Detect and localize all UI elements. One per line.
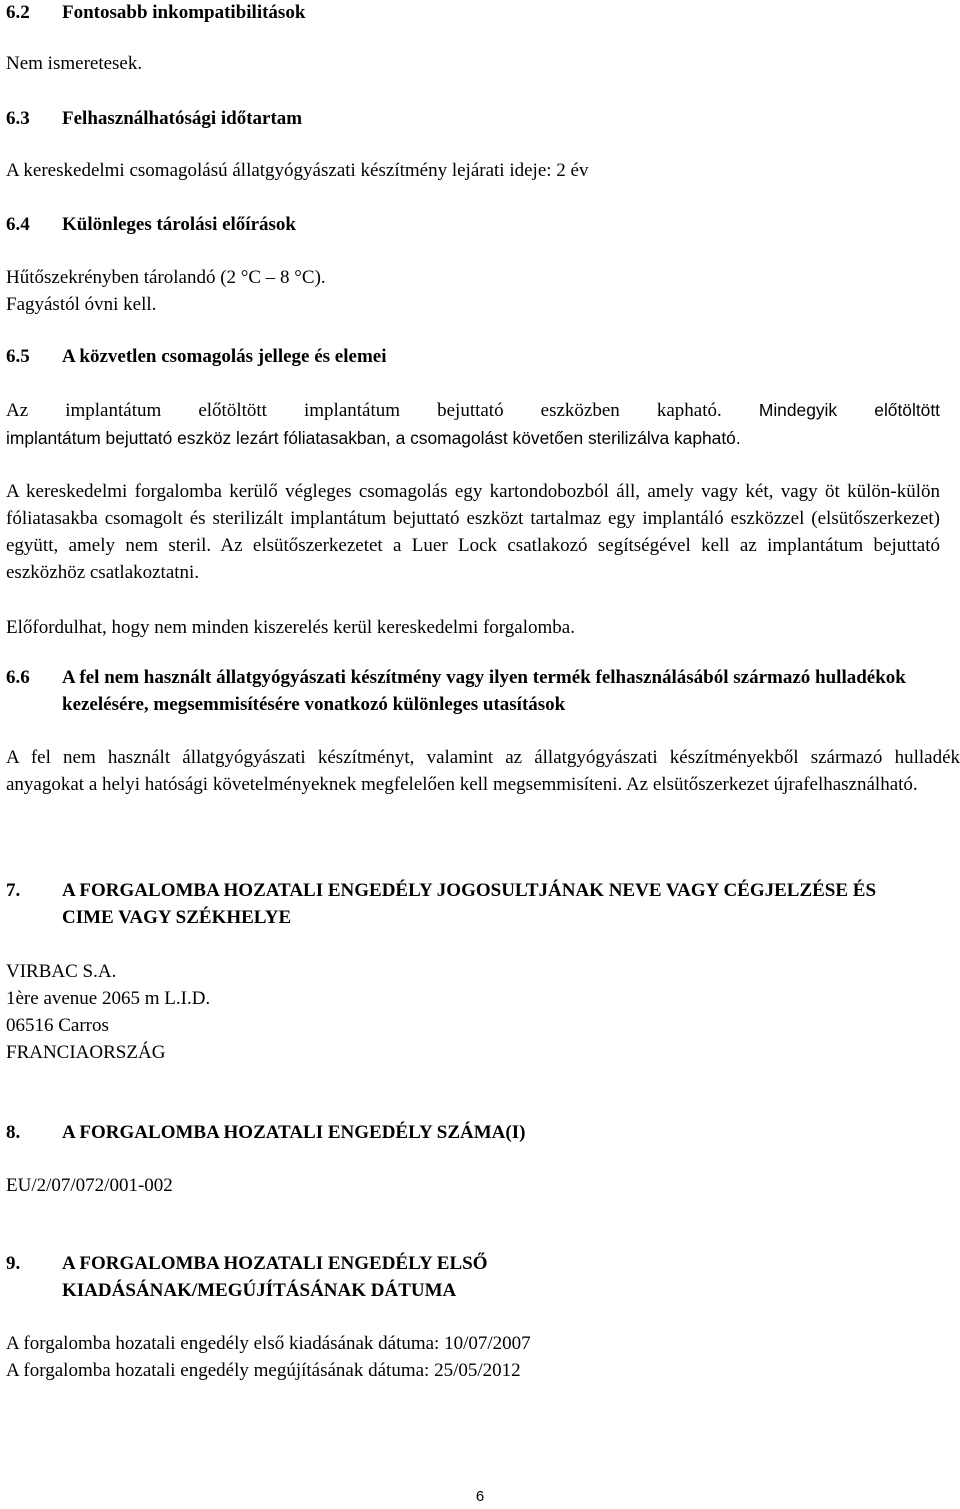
section-number: 6.4 [6, 214, 30, 235]
first-authorisation-date: A forgalomba hozatali engedély első kiadásának dátuma: 10/07/2007 [6, 1333, 531, 1354]
section-number: 6.5 [6, 346, 30, 367]
section-6-4-heading [6, 211, 940, 238]
packaging-paragraph-line-2: implantátum bejuttató eszköz lezárt fóliatasakban, a csomagolást követően sterilizálva kapható. [6, 428, 741, 448]
storage-line-2: Fagyástól óvni kell. [6, 294, 157, 315]
section-title: A FORGALOMBA HOZATALI ENGEDÉLY SZÁMA(I) [62, 1122, 526, 1143]
section-title: A fel nem használt állatgyógyászati készítmény vagy ilyen termék felhasználásából származó hulladékok kezelésére, megsemmisítésére vonatkozó különleges utasítások [62, 667, 906, 715]
packaging-line-1-b: Mindegyik előtöltött [758, 400, 941, 420]
section-6-3-body: A kereskedelmi csomagolású állatgyógyászati készítmény lejárati ideje: 2 év [6, 160, 589, 181]
holder-street: 1ère avenue 2065 m L.I.D. [6, 988, 211, 1009]
section-9-heading [6, 1250, 600, 1304]
holder-city: 06516 Carros [6, 1015, 109, 1036]
section-number: 8. [6, 1122, 21, 1143]
section-number: 6.6 [6, 667, 30, 688]
section-title: A FORGALOMBA HOZATALI ENGEDÉLY ELSŐ KIADÁSÁNAK/MEGÚJÍTÁSÁNAK DÁTUMA [62, 1253, 488, 1301]
section-title: Különleges tárolási előírások [62, 214, 296, 235]
section-number: 6.2 [6, 2, 30, 23]
section-7-heading [6, 877, 920, 931]
section-6-3-heading [6, 105, 940, 132]
packaging-paragraph-2: A kereskedelmi forgalomba kerülő végleges csomagolás egy kartondobozból áll, amely vagy két, vagy öt külön-külön fóliatasakba csomagolt és sterilizált implantátum bejuttató eszközt tartalmaz egy implantáló eszközzel (elsütőszerkezet) együtt, amely nem steril. Az elsütőszerkezetet a Luer Lock csatlakozó segítségével kell az implantátum bejuttató eszközhöz csatlakoztatni. [6, 481, 940, 583]
section-title: Fontosabb inkompatibilitások [62, 2, 306, 23]
holder-name: VIRBAC S.A. [6, 961, 117, 982]
section-number: 7. [6, 880, 21, 901]
section-6-6-body: A fel nem használt állatgyógyászati készítményt, valamint az állatgyógyászati készítményekből származó hulladék anyagokat a helyi hatósági követelményeknek megfelelően kell megsemmisíteni. Az elsütőszerkezet újrafelhasználható. [6, 747, 960, 795]
section-title: A FORGALOMBA HOZATALI ENGEDÉLY JOGOSULTJÁNAK NEVE VAGY CÉGJELZÉSE ÉS CIME VAGY SZÉKHELYE [62, 880, 877, 928]
section-6-6-heading [6, 664, 940, 718]
section-number: 9. [6, 1253, 21, 1274]
storage-line-1: Hűtőszekrényben tárolandó (2 °C – 8 °C). [6, 267, 326, 288]
section-title: A közvetlen csomagolás jellege és elemei [62, 346, 387, 367]
renewal-date: A forgalomba hozatali engedély megújításának dátuma: 25/05/2012 [6, 1360, 521, 1381]
packaging-line-1-a: Az implantátum előtöltött implantátum bejuttató eszközben kapható. [6, 400, 722, 421]
section-6-2-body: Nem ismeretesek. [6, 53, 143, 74]
authorisation-number: EU/2/07/072/001-002 [6, 1175, 173, 1196]
section-6-5-heading [6, 343, 940, 370]
section-6-2-heading [6, 0, 940, 26]
packaging-paragraph-line-1 [6, 397, 940, 424]
section-8-heading [6, 1119, 940, 1146]
holder-country: FRANCIAORSZÁG [6, 1042, 166, 1063]
page-number: 6 [475, 1488, 485, 1505]
section-title: Felhasználhatósági időtartam [62, 108, 303, 129]
section-number: 6.3 [6, 108, 30, 129]
packaging-paragraph-3: Előfordulhat, hogy nem minden kiszerelés kerül kereskedelmi forgalomba. [6, 617, 575, 638]
